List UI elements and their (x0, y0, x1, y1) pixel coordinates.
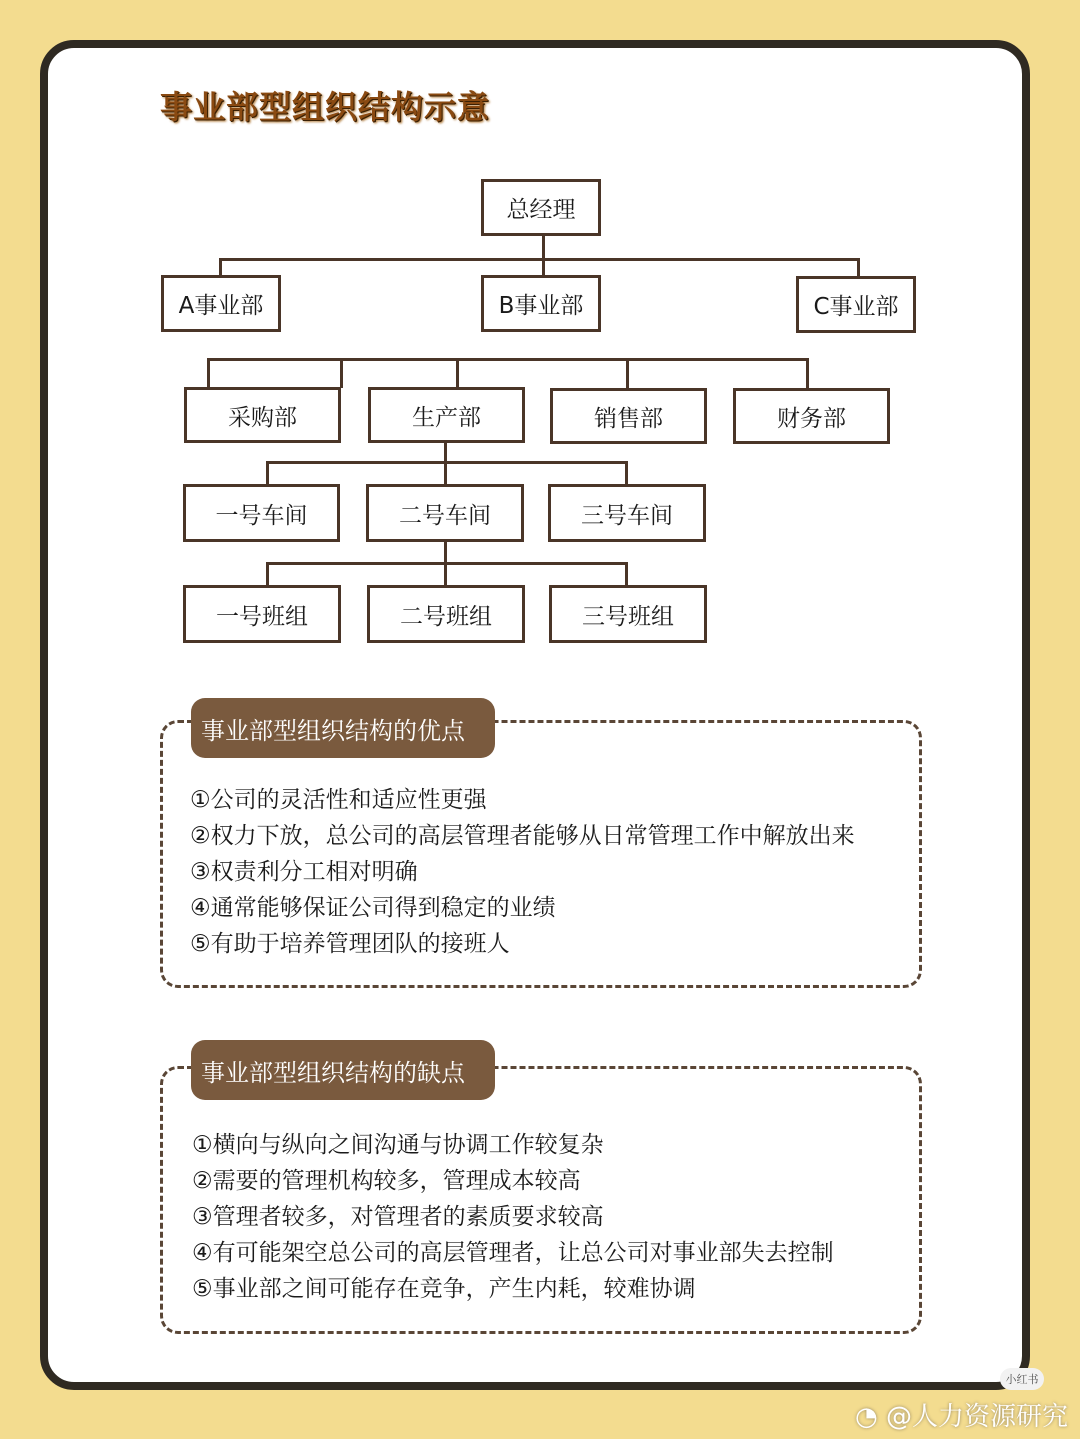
connector (542, 236, 545, 276)
node-general-manager: 总经理 (481, 179, 601, 236)
connector (625, 461, 628, 485)
weibo-icon: ◔ (855, 1402, 878, 1432)
node-sales: 销售部 (550, 388, 707, 444)
connector (806, 358, 809, 388)
connector (266, 562, 269, 586)
connector (266, 461, 269, 485)
disadvantage-item: ③管理者较多，对管理者的素质要求较高 (192, 1204, 604, 1230)
node-team-1: 一号班组 (183, 585, 341, 643)
node-procurement: 采购部 (184, 387, 341, 443)
advantage-item: ⑤有助于培养管理团队的接班人 (190, 931, 510, 957)
connector (207, 358, 210, 388)
connector (266, 562, 628, 565)
node-finance: 财务部 (733, 388, 890, 444)
node-workshop-2: 二号车间 (366, 484, 524, 542)
connector (444, 443, 447, 485)
advantage-item: ③权责利分工相对明确 (190, 859, 418, 885)
advantages-heading: 事业部型组织结构的优点 (191, 698, 495, 758)
connector (857, 258, 860, 278)
disadvantage-item: ①横向与纵向之间沟通与协调工作较复杂 (192, 1132, 604, 1158)
connector (207, 358, 809, 361)
connector (340, 358, 343, 388)
node-production: 生产部 (368, 387, 525, 443)
disadvantage-item: ⑤事业部之间可能存在竞争，产生内耗，较难协调 (192, 1276, 696, 1302)
connector (266, 461, 628, 464)
page-title: 事业部型组织结构示意 (160, 88, 491, 126)
advantage-item: ④通常能够保证公司得到稳定的业绩 (190, 895, 556, 921)
node-division-c: C事业部 (796, 276, 916, 333)
connector (219, 258, 222, 276)
advantage-item: ②权力下放，总公司的高层管理者能够从日常管理工作中解放出来 (190, 823, 855, 849)
node-workshop-3: 三号车间 (548, 484, 706, 542)
node-division-a: A事业部 (161, 275, 281, 332)
node-workshop-1: 一号车间 (183, 484, 340, 542)
disadvantage-item: ④有可能架空总公司的高层管理者，让总公司对事业部失去控制 (192, 1240, 834, 1266)
connector (625, 562, 628, 586)
advantage-item: ①公司的灵活性和适应性更强 (190, 787, 487, 813)
disadvantage-item: ②需要的管理机构较多，管理成本较高 (192, 1168, 581, 1194)
connector (456, 358, 459, 388)
advantages-list (190, 782, 855, 962)
watermark (855, 1396, 1068, 1433)
connector (219, 258, 860, 261)
disadvantages-list (192, 1127, 834, 1307)
disadvantages-heading: 事业部型组织结构的缺点 (191, 1040, 495, 1100)
node-team-2: 二号班组 (367, 585, 525, 643)
connector (626, 358, 629, 388)
watermark-badge: 小红书 (1000, 1368, 1044, 1390)
watermark-text: @人力资源研究 (885, 1402, 1068, 1432)
node-division-b: B事业部 (481, 275, 601, 332)
node-team-3: 三号班组 (549, 585, 707, 643)
